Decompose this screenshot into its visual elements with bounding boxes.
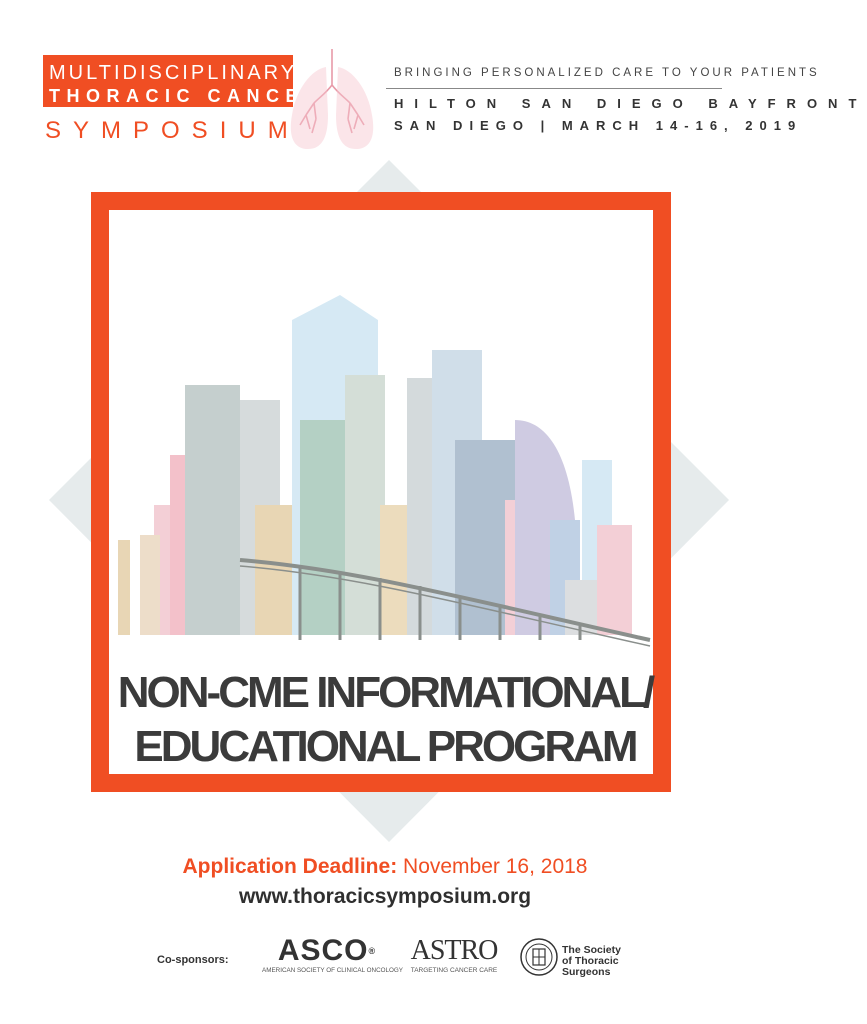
- application-deadline: [0, 855, 770, 879]
- location-dates: SAN DIEGO | MARCH 14-16, 2019: [394, 118, 803, 133]
- logo-line-2: THORACIC CANCERS: [49, 86, 342, 106]
- deadline-label: Application Deadline:: [182, 855, 398, 878]
- asco-name: ASCO®: [277, 934, 377, 967]
- program-title-line-2: EDUCATIONAL PROGRAM: [134, 722, 636, 771]
- deadline-date: November 16, 2018: [403, 855, 588, 878]
- logo-line-1: MULTIDISCIPLINARY: [49, 62, 298, 84]
- tagline: BRINGING PERSONALIZED CARE TO YOUR PATIENTS: [394, 67, 820, 79]
- astro-name: ASTRO: [410, 935, 498, 966]
- program-title-line-1: NON-CME INFORMATIONAL/: [117, 668, 653, 717]
- logo-line-3: SYMPOSIUM: [45, 117, 300, 144]
- venue: HILTON SAN DIEGO BAYFRONT: [394, 96, 867, 111]
- asco-logo: [262, 934, 404, 974]
- astro-subtitle: TARGETING CANCER CARE: [410, 967, 498, 974]
- cosponsors-label: Co-sponsors:: [157, 954, 229, 966]
- sts-seal-icon: [520, 938, 558, 976]
- astro-logo: [408, 935, 500, 974]
- website-link[interactable]: www.thoracicsymposium.org: [238, 885, 532, 908]
- asco-subtitle: AMERICAN SOCIETY OF CLINICAL ONCOLOGY: [262, 967, 404, 974]
- sts-name: The Society of Thoracic Surgeons: [562, 944, 621, 978]
